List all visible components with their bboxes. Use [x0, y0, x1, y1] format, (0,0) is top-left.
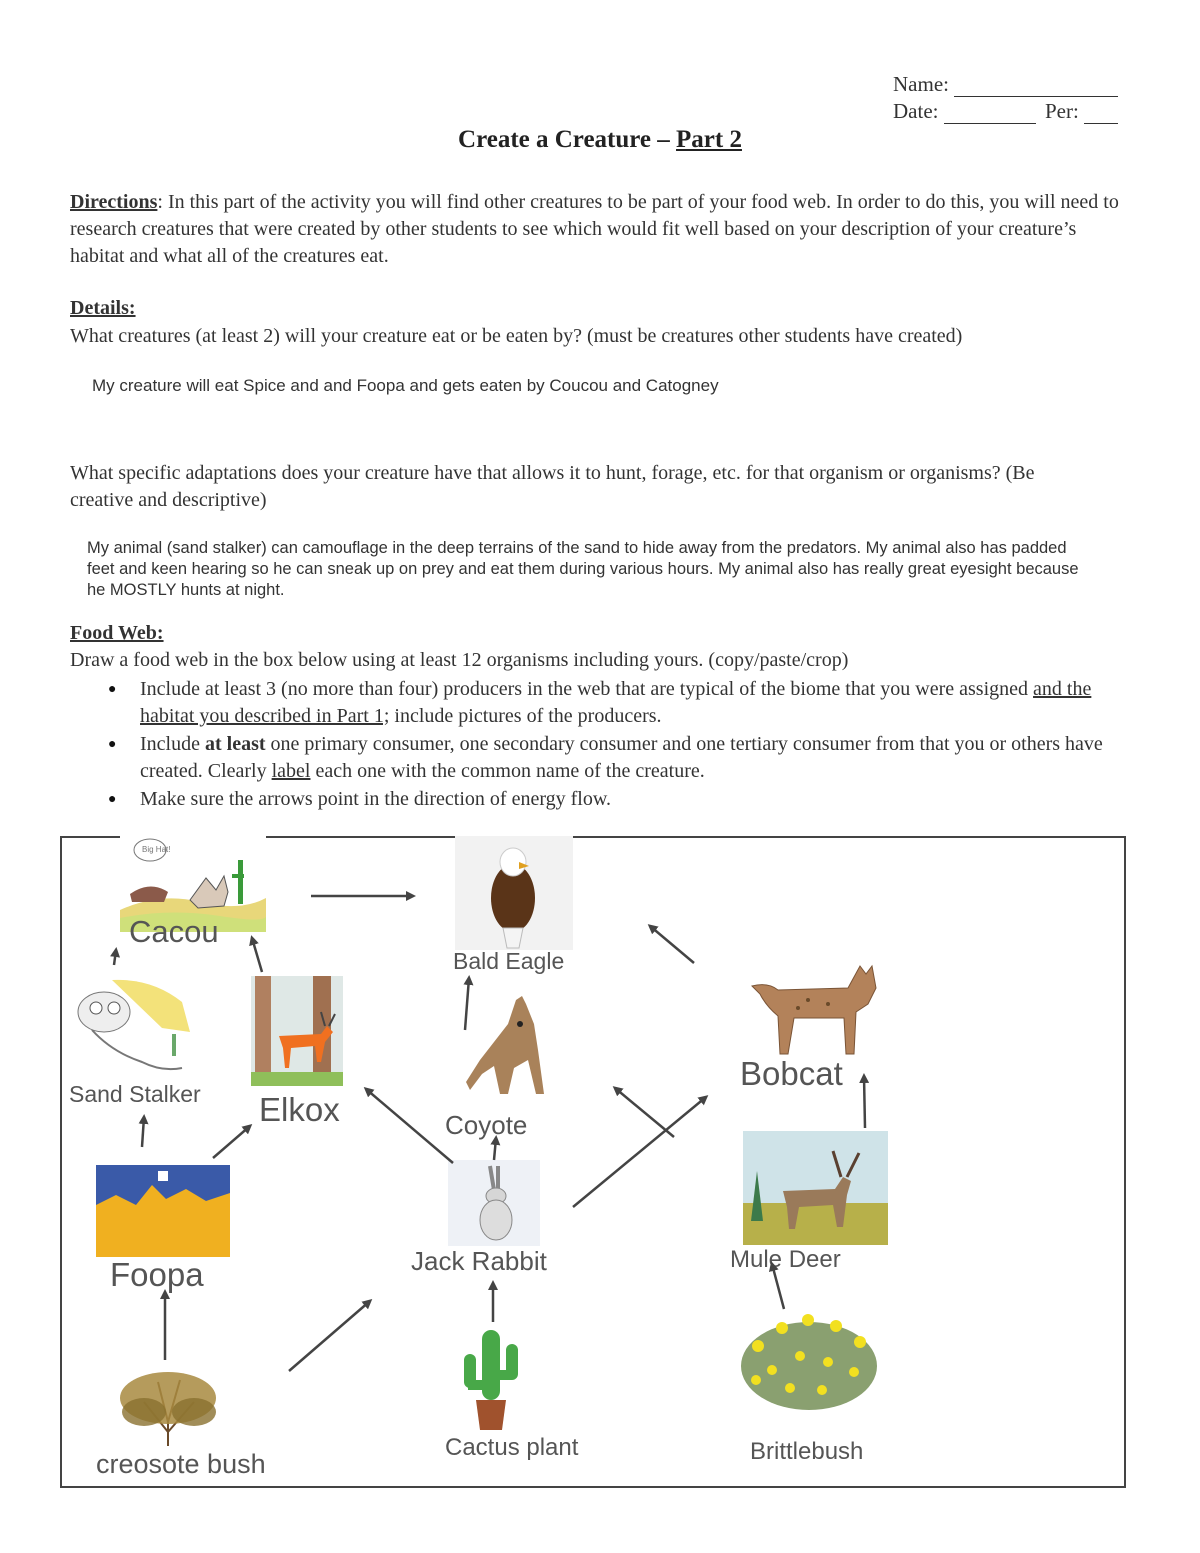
label-jack-rabbit: Jack Rabbit: [411, 1246, 547, 1276]
label-brittlebush: Brittlebush: [750, 1438, 864, 1465]
arrow-foopa-to-elkox: [213, 1126, 250, 1158]
arrow-rabbit-to-coyote: [494, 1138, 496, 1160]
arrow-foopa-to-stalker: [142, 1117, 144, 1147]
arrow-bobcat-to-eagle: [650, 926, 694, 963]
instruction-text: Make sure the arrows point in the direction of energy flow.: [140, 788, 611, 810]
title-part: Part 2: [676, 126, 742, 153]
instruction-text: each one with the common name of the creature.: [310, 760, 705, 782]
arrow-deer-to-coyote: [615, 1088, 674, 1137]
details-question-2: What specific adaptations does your creature have that allows it to hunt, forage, etc. for that organism or organisms? (Be creative and descriptive): [70, 462, 1035, 511]
arrow-creosote-to-rabbit: [289, 1301, 370, 1371]
per-label: Per:: [1044, 99, 1079, 123]
label-sand-stalker: Sand Stalker: [69, 1081, 201, 1107]
label-mule-deer: Mule Deer: [730, 1246, 841, 1273]
title-main: Create a Creature –: [458, 126, 677, 153]
directions-text: : In this part of the activity you will find other creatures to be part of your food web. In order to do this, you will need to research creatures that were created by other students to see which would fit well based on your description of your creature’s habitat and what all of the creatures eat.: [70, 191, 1119, 267]
label-cacou: Cacou: [129, 914, 219, 949]
label-creosote-bush: creosote bush: [96, 1449, 266, 1479]
instruction-text: Include at least 3 (no more than four) producers in the web that are typical of the biome that you were assigned: [140, 678, 1034, 700]
arrow-elkox-to-cacou: [252, 938, 262, 972]
arrow-rabbit-to-elkox: [366, 1089, 453, 1163]
food-web-label: Food Web:: [70, 622, 164, 644]
instruction-underlined: label: [271, 760, 311, 782]
label-elkox: Elkox: [259, 1091, 340, 1128]
cacou-drawing-text: Big Hat!: [142, 845, 171, 854]
arrow-stalker-to-cacou: [114, 950, 116, 965]
instruction-underlined: and the habitat you described in Part 1;: [140, 678, 1092, 727]
label-bald-eagle: Bald Eagle: [453, 948, 565, 974]
arrow-deer-to-bobcat: [864, 1076, 865, 1128]
details-question-1: What creatures (at least 2) will your creature eat or be eaten by? (must be creatures other students have created): [70, 325, 963, 347]
name-label: Name:: [893, 72, 949, 96]
label-bobcat: Bobcat: [740, 1055, 843, 1092]
instruction-bold: at least: [204, 733, 266, 755]
food-web-intro: Draw a food web in the box below using at least 12 organisms including yours. (copy/paste/crop): [70, 649, 849, 671]
label-coyote: Coyote: [445, 1110, 528, 1140]
instruction-text: include pictures of the producers.: [389, 705, 662, 727]
arrow-rabbit-to-bobcat: [573, 1097, 706, 1207]
arrow-brittlebush-to-deer: [772, 1264, 784, 1309]
details-answer-2: My animal (sand stalker) can camouflage in the deep terrains of the sand to hide away from the predators. My animal also has padded feet and keen hearing so he can sneak up on prey and eat them during various hours. My animal also has really great eyesight because he MOSTLY hunts at night.: [87, 539, 1079, 599]
directions-label: Directions: [70, 191, 158, 213]
details-answer-1: My creature will eat Spice and and Foopa and gets eaten by Coucou and Catogney: [92, 376, 719, 395]
instruction-text: one primary consumer, one secondary consumer and one tertiary consumer from that you or others have created. Clearly: [140, 733, 1103, 782]
label-cactus-plant: Cactus plant: [445, 1434, 579, 1461]
date-label: Date:: [893, 99, 939, 123]
label-foopa: Foopa: [110, 1256, 204, 1293]
instruction-text: Include: [140, 733, 205, 755]
arrow-coyote-to-eagle: [465, 978, 469, 1030]
details-label: Details:: [70, 297, 136, 319]
